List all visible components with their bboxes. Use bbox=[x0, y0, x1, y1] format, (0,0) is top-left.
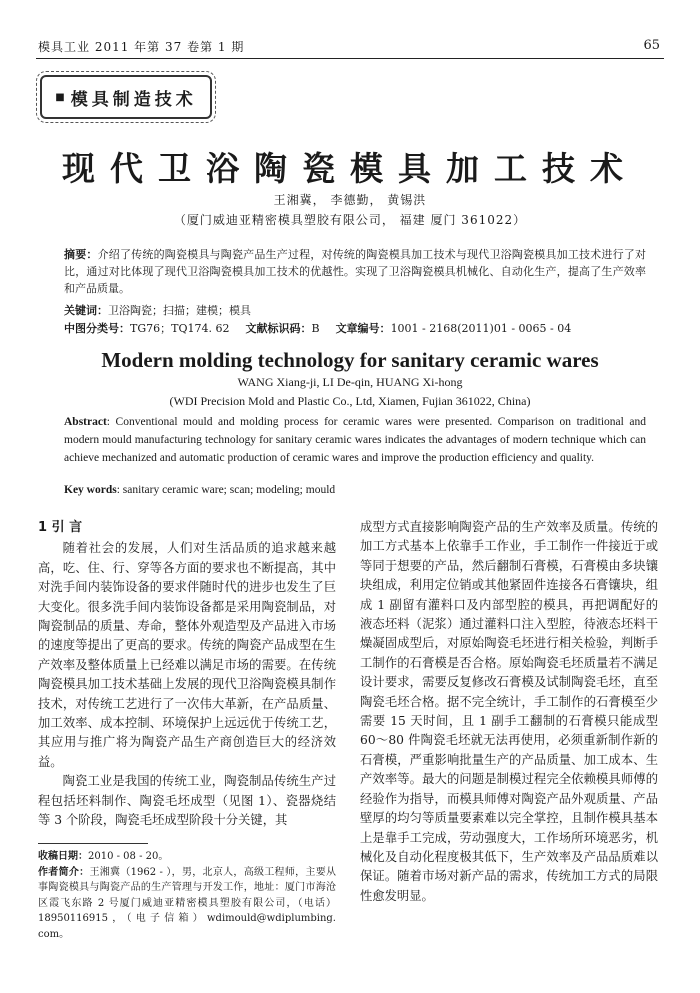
clc-field bbox=[64, 320, 229, 336]
authors-cn: 王湘冀， 李德勤， 黄锡洪 bbox=[273, 193, 427, 207]
classification-line bbox=[64, 320, 646, 336]
abstract-cn-text: 介绍了传统的陶瓷模具与陶瓷产品生产过程，对传统的陶瓷模具加工技术与现代卫浴陶瓷模具加工技术进行了对比，通过对比体现了现代卫浴陶瓷模具加工技术的优越性。实现了卫浴陶瓷模具机械化、自动化生产，提高了生产效率和产品质量。 bbox=[64, 248, 647, 295]
section-heading: 1 引 言 bbox=[38, 520, 83, 535]
keywords-cn-label: 关键词： bbox=[64, 304, 108, 317]
running-header-journal: 模具工业 2011 年第 37 卷第 1 期 bbox=[38, 40, 245, 54]
footnote bbox=[38, 849, 336, 942]
body-column-right bbox=[360, 518, 658, 906]
section-label-box bbox=[40, 75, 212, 119]
article-number-value: 1001 - 2168(2011)01 - 0065 - 04 bbox=[390, 322, 572, 335]
author-bio-label: 作者简介： bbox=[38, 866, 90, 878]
abstract-en-text: : Conventional mould and molding process for ceramic wares were presented. Comparison on traditional and modern mould manufacturing technology for sanitary ceramic wares indicates the advantages of modern technique which can achieve mechanized and automatic production of ceramic wares and improve the production efficiency and quality. bbox=[64, 416, 646, 464]
body-paragraph: 成型方式直接影响陶瓷产品的生产效率及质量。传统的加工方式基本上依靠手工作业，手工制作一件接近于或等同于想要的产品，然后翻制石膏模，石膏模由多块镶块组成，利用定位销或其他紧固件连接各石膏镶块，组成 1 副留有灌料口及内部型腔的模具，再把调配好的液态坯料（泥浆）通过灌料口注入型腔，待液态坯料干燥凝固成型后，对原始陶瓷毛坯进行相关检验，判断手工制作的石膏模是否合格。原始陶瓷毛坯质量若不满足设计要求，需要反复修改石膏模及试制陶瓷毛坯，直至陶瓷毛坯合格。据不完全统计，手工制作的石膏模至少需要 15 天时间，且 1 副手工翻制的石膏模只能成型 60～80 件陶瓷毛坯就无法再使用，必须重新制作新的石膏模，严重影响批量生产的产品质量、加工成本、生产效率等。最大的问题是制模过程完全依赖模具师傅的经验作为指导，而模具师傅对陶瓷产品外观质量、产品壁厚的均匀等质量要素难以完全掌控，且制作模具基本上是靠手工完成，劳动强度大，工作场所环境恶劣，机械化及自动化程度极其低下，生产效率及产品品质难以保证。随着市场对新产品的需求，传统加工方式的局限性愈发明显。 bbox=[360, 520, 658, 903]
title-en: Modern molding technology for sanitary ceramic wares bbox=[101, 348, 599, 372]
abstract-en bbox=[64, 413, 646, 467]
author-bio bbox=[38, 865, 336, 943]
abstract-cn bbox=[64, 246, 646, 297]
keywords-en-text: : sanitary ceramic ware; scan; modeling; mould bbox=[116, 484, 336, 496]
received-value: 2010 - 08 - 20。 bbox=[88, 851, 169, 862]
article-number-field bbox=[336, 320, 572, 336]
doc-code-field bbox=[245, 320, 319, 336]
body-column-left bbox=[38, 518, 336, 831]
article-number-label: 文章编号： bbox=[335, 322, 391, 335]
received-label: 收稿日期： bbox=[38, 851, 88, 862]
doc-code-value: B bbox=[311, 322, 320, 335]
clc-label: 中图分类号： bbox=[64, 322, 130, 335]
doc-code-label: 文献标识码： bbox=[245, 322, 312, 335]
footnote-rule bbox=[38, 843, 148, 844]
keywords-cn bbox=[64, 302, 646, 318]
square-bullet-icon: ■ bbox=[55, 91, 65, 103]
abstract-en-label: Abstract bbox=[64, 416, 107, 428]
received-date bbox=[38, 849, 336, 865]
authors-en: WANG Xiang-ji, LI De-qin, HUANG Xi-hong bbox=[237, 375, 463, 389]
body-paragraph: 随着社会的发展，人们对生活品质的追求越来越高，吃、住、行、穿等各方面的要求也不断提高，其中对洗手间内装饰设备的要求伴随时代的进步也发生了巨大变化。很多洗手间内装饰设备都是采用陶瓷制品，对陶瓷制品的质量、寿命，整体外观造型及产品进入市场的速度等提出了更高的要求。传统的陶瓷产品成型在生产效率及整体质量上已经难以满足市场的需要。在传统陶瓷模具加工技术基础上发展的现代卫浴陶瓷模具制作技术，对传统工艺进行了一次伟大革新，在产品质量、加工效率、成本控制、环境保护上远远优于传统工艺，其应用与推广将为陶瓷产品生产商创造巨大的经济效益。 bbox=[38, 541, 336, 769]
affiliation-en: (WDI Precision Mold and Plastic Co., Ltd, Xiamen, Fujian 361022, China) bbox=[169, 394, 531, 408]
body-paragraph: 陶瓷工业是我国的传统工业，陶瓷制品传统生产过程包括坯料制作、陶瓷毛坯成型（见图 1）、瓷器烧结等 3 个阶段，陶瓷毛坯成型阶段十分关键，其 bbox=[38, 774, 336, 828]
keywords-cn-text: 卫浴陶瓷；扫描；建模；模具 bbox=[108, 304, 251, 317]
header-rule bbox=[36, 58, 664, 59]
affiliation-cn: （厦门威迪亚精密模具塑胶有限公司， 福建 厦门 361022） bbox=[173, 213, 527, 227]
clc-value: TG76；TQ174. 62 bbox=[130, 322, 230, 335]
section-label: 模具制造技术 bbox=[70, 89, 197, 110]
keywords-en bbox=[64, 484, 646, 496]
author-bio-text: 王湘冀（1962 - ），男，北京人，高级工程师，主要从事陶瓷模具与陶瓷产品的生产管理与开发工作，地址：厦门市海沧区霞飞东路 2 号厦门威迪亚精密模具塑胶有限公司，（电话）18950116915，（电子信箱）wdimould@wdiplumbing. com。 bbox=[38, 866, 337, 940]
keywords-en-label: Key words bbox=[64, 484, 117, 496]
title-cn: 现代卫浴陶瓷模具加工技术 bbox=[62, 149, 638, 188]
page-number: 65 bbox=[643, 38, 660, 53]
abstract-cn-label: 摘要： bbox=[64, 248, 98, 261]
